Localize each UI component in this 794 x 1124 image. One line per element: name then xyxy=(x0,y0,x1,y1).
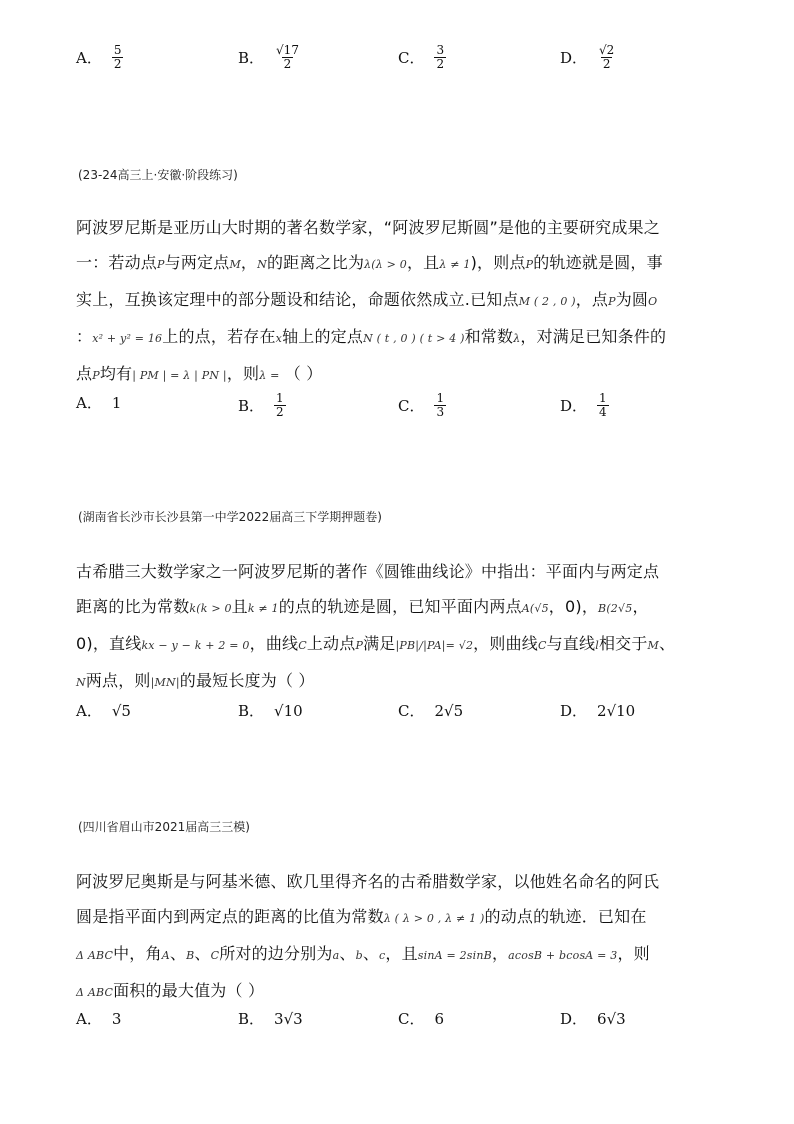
text: 圆是指平面内到两定点的距离的比值为常数 xyxy=(76,907,384,926)
math: O xyxy=(648,295,658,308)
option-label: C． xyxy=(398,397,425,415)
option-value: 3 xyxy=(111,1009,122,1028)
math: Δ ABC xyxy=(76,986,114,999)
q1-line-2 xyxy=(76,245,716,282)
math: B xyxy=(186,949,195,962)
math: P xyxy=(608,295,616,308)
q3-option-a[interactable] xyxy=(76,1008,121,1029)
option-label: A． xyxy=(76,394,102,412)
text: 、 xyxy=(169,944,187,963)
text: ，0)， xyxy=(548,597,599,616)
q1-stem xyxy=(76,210,716,393)
math: C xyxy=(537,639,547,652)
text: 的点的轨迹是圆，已知平面内两点 xyxy=(278,597,522,616)
numerator: 1 xyxy=(599,391,607,405)
denominator: 2 xyxy=(436,57,445,71)
q3-option-c[interactable] xyxy=(398,1008,444,1029)
math: l xyxy=(595,639,599,652)
text: ，对满足已知条件的 xyxy=(520,327,667,346)
q2-option-c[interactable] xyxy=(398,700,463,721)
math: acosB + bcosA = 3 xyxy=(508,949,618,962)
option-value: 1 xyxy=(111,393,122,412)
numerator: 5 xyxy=(113,43,122,57)
numerator: 3 xyxy=(436,43,445,57)
q3-option-b[interactable] xyxy=(238,1008,303,1029)
math: a xyxy=(332,949,340,962)
text: 中，角 xyxy=(113,944,162,963)
option-label: C． xyxy=(398,49,425,67)
option-label: D． xyxy=(560,397,588,415)
text: ，则 xyxy=(617,944,650,963)
math: √5 xyxy=(534,602,549,615)
denominator: 2 xyxy=(283,57,292,71)
q0-option-a[interactable] xyxy=(76,44,123,71)
math: M xyxy=(647,639,660,652)
q2-stem xyxy=(76,554,716,700)
denominator: 2 xyxy=(113,57,122,71)
option-label: D． xyxy=(560,702,588,720)
text: 均有 xyxy=(99,364,133,383)
math: √5 xyxy=(618,602,633,615)
denominator: 2 xyxy=(276,405,284,419)
math: B(2 xyxy=(598,602,619,615)
denominator: 4 xyxy=(599,405,607,419)
text: ，且 xyxy=(385,944,418,963)
math: P xyxy=(525,258,534,271)
fraction xyxy=(274,44,301,71)
text: 、 xyxy=(194,944,211,963)
option-label: D． xyxy=(560,1010,588,1028)
option-value: 2√10 xyxy=(597,701,636,720)
q1-line-1 xyxy=(76,210,716,245)
fraction xyxy=(434,44,446,71)
text: 且 xyxy=(231,597,248,616)
text: ： xyxy=(76,327,93,346)
option-label: B． xyxy=(238,397,265,415)
text: 的动点的轨迹．已知在 xyxy=(484,907,647,926)
text: 距离的比为常数 xyxy=(76,597,190,616)
fraction xyxy=(434,392,446,419)
text: 为圆 xyxy=(615,290,649,309)
math: sinA = 2sinB xyxy=(417,949,492,962)
math: λ ( λ > 0 , λ ≠ 1 ) xyxy=(383,912,485,925)
math: N ( t , 0 ) ( t > 4 ) xyxy=(363,332,465,345)
fraction xyxy=(597,392,609,419)
math: λ = xyxy=(259,369,280,382)
math: k( xyxy=(189,602,201,615)
q0-option-b[interactable] xyxy=(238,44,301,71)
option-value: 6 xyxy=(434,1009,445,1028)
text: 两点，则 xyxy=(85,671,151,690)
text: 、 xyxy=(362,944,380,963)
q2-line-4 xyxy=(76,663,716,700)
text: 面积的最大值为（ ） xyxy=(113,981,265,1000)
q0-option-d[interactable] xyxy=(560,44,616,71)
option-label: A． xyxy=(76,1010,102,1028)
q1-option-d[interactable] xyxy=(560,392,609,419)
q2-options xyxy=(0,700,794,740)
math: |MN| xyxy=(150,676,180,689)
text: 实上，互换该定理中的部分题设和结论，命题依然成立.已知点 xyxy=(76,290,519,309)
option-label: C． xyxy=(398,1010,425,1028)
math: k > 0 xyxy=(200,602,232,615)
denominator: 2 xyxy=(602,57,611,71)
q0-option-c[interactable] xyxy=(398,44,446,71)
q0-options xyxy=(0,44,794,84)
text: 与直线 xyxy=(546,634,596,653)
text: 的轨迹就是圆，事 xyxy=(533,253,663,272)
q1-source: (23-24高三上·安徽·阶段练习) xyxy=(78,168,238,182)
q1-option-a[interactable] xyxy=(76,392,121,413)
text: ， xyxy=(632,597,649,616)
q2-source: (湖南省长沙市长沙县第一中学2022届高三下学期押题卷) xyxy=(78,510,382,524)
text: 与两定点 xyxy=(164,253,230,272)
text: 一：若动点 xyxy=(76,253,158,272)
fraction xyxy=(597,44,616,71)
q1-line-4 xyxy=(76,319,716,356)
q3-line-3 xyxy=(76,936,716,973)
text: 满足 xyxy=(363,634,396,653)
math: x² + y² = 16 xyxy=(92,332,163,345)
math: C xyxy=(298,639,307,652)
text: ，则曲线 xyxy=(473,634,538,653)
math: M xyxy=(229,258,241,271)
text: 0)，直线 xyxy=(76,634,142,653)
math: | PM | = λ | PN | xyxy=(132,369,227,382)
q1-line-3 xyxy=(76,282,716,319)
option-value: √5 xyxy=(111,701,131,720)
q1-option-b[interactable] xyxy=(238,392,286,419)
option-value: √10 xyxy=(274,701,303,720)
q3-line-4 xyxy=(76,973,716,1010)
option-label: A． xyxy=(76,702,102,720)
text: 上动点 xyxy=(306,634,356,653)
option-value: 2√5 xyxy=(434,701,464,720)
option-label: C． xyxy=(398,702,425,720)
math: A( xyxy=(521,602,535,615)
text: 古希腊三大数学家之一阿波罗尼斯的著作《圆锥曲线论》中指出：平面内与两定点 xyxy=(76,562,660,581)
numerator: 1 xyxy=(436,391,445,405)
text: 阿波罗尼斯是亚历山大时期的著名数学家，“阿波罗尼斯圆”是他的主要研究成果之 xyxy=(76,218,660,237)
option-label: B． xyxy=(238,1010,265,1028)
text: 的最短长度为（ ） xyxy=(179,671,315,690)
math: x xyxy=(275,332,283,345)
text: 的距离之比为 xyxy=(266,253,365,272)
q2-line-3 xyxy=(76,626,716,663)
text: 点 xyxy=(76,364,93,383)
math: N xyxy=(257,258,267,271)
q3-option-d[interactable] xyxy=(560,1008,626,1029)
q3-source: (四川省眉山市2021届高三三模) xyxy=(78,820,250,834)
text: （ ） xyxy=(279,364,323,383)
q2-line-1 xyxy=(76,554,716,589)
q2-option-d[interactable] xyxy=(560,700,635,721)
q2-line-2 xyxy=(76,589,716,626)
math: c xyxy=(379,949,386,962)
math: b xyxy=(355,949,363,962)
math: P xyxy=(92,369,100,382)
text: ， xyxy=(240,253,258,272)
math: = √2 xyxy=(445,639,474,652)
text: 相交于 xyxy=(598,634,648,653)
text: 、 xyxy=(659,634,676,653)
option-label: D． xyxy=(560,49,588,67)
q2-option-b[interactable] xyxy=(238,700,303,721)
text: 阿波罗尼奥斯是与阿基米德、欧几里得齐名的古希腊数学家，以他姓名命名的阿氏 xyxy=(76,872,660,891)
q2-option-a[interactable] xyxy=(76,700,131,721)
math: P xyxy=(157,258,165,271)
option-label: A． xyxy=(76,49,102,67)
option-value: 6√3 xyxy=(597,1009,626,1028)
text: 、 xyxy=(339,944,356,963)
q3-line-1 xyxy=(76,864,716,899)
math: kx − y − k + 2 = 0 xyxy=(141,639,250,652)
math: λ xyxy=(513,332,521,345)
option-label: B． xyxy=(238,49,265,67)
text: 和常数 xyxy=(464,327,514,346)
math: λ ≠ 1 xyxy=(439,258,471,271)
numerator: 1 xyxy=(276,391,284,405)
math: P xyxy=(355,639,364,652)
q1-options xyxy=(0,392,794,432)
text: ，点 xyxy=(575,290,609,309)
fraction xyxy=(274,392,286,419)
text: ，曲线 xyxy=(249,634,299,653)
math: N xyxy=(76,676,86,689)
option-value: 3√3 xyxy=(274,1009,303,1028)
q3-stem xyxy=(76,864,716,1010)
numerator: √17 xyxy=(276,43,299,57)
text: ， xyxy=(491,944,509,963)
math: λ(λ > 0 xyxy=(364,258,407,271)
math: Δ ABC xyxy=(76,949,114,962)
text: 所对的边分别为 xyxy=(219,944,333,963)
option-label: B． xyxy=(238,702,265,720)
text: 上的点，若存在 xyxy=(162,327,276,346)
fraction xyxy=(112,44,124,71)
q1-option-c[interactable] xyxy=(398,392,446,419)
q3-options xyxy=(0,1008,794,1048)
text: 轴上的定点 xyxy=(282,327,364,346)
q3-line-2 xyxy=(76,899,716,936)
q1-line-5 xyxy=(76,356,716,393)
numerator: √2 xyxy=(599,43,615,57)
math: M ( 2 , 0 ) xyxy=(518,295,576,308)
math: k ≠ 1 xyxy=(247,602,279,615)
math: |PB|/|PA| xyxy=(395,639,446,652)
math: A xyxy=(161,949,170,962)
text: )，则点 xyxy=(470,253,526,272)
math: C xyxy=(210,949,220,962)
text: ，则 xyxy=(226,364,260,383)
denominator: 3 xyxy=(436,405,445,419)
text: ，且 xyxy=(406,253,440,272)
